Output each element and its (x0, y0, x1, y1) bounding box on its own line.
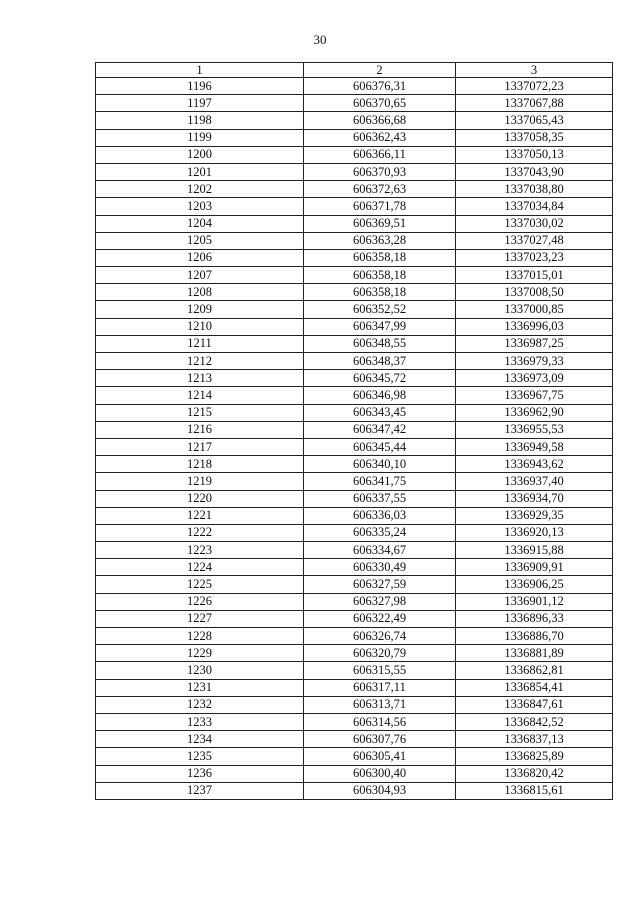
y-coordinate-cell: 1336854,41 (456, 679, 613, 696)
x-coordinate-cell: 606348,37 (304, 353, 456, 370)
x-coordinate-cell: 606352,52 (304, 301, 456, 318)
y-coordinate-cell: 1337072,23 (456, 78, 613, 95)
y-coordinate-cell: 1336973,09 (456, 370, 613, 387)
point-number-cell: 1232 (96, 696, 304, 713)
point-number-cell: 1233 (96, 713, 304, 730)
table-row (96, 576, 613, 593)
table-row (96, 696, 613, 713)
y-coordinate-cell: 1336915,88 (456, 542, 613, 559)
x-coordinate-cell: 606337,55 (304, 490, 456, 507)
table-row (96, 146, 613, 163)
table-row (96, 765, 613, 782)
y-coordinate-cell: 1336847,61 (456, 696, 613, 713)
table-row (96, 232, 613, 249)
point-number-cell: 1228 (96, 628, 304, 645)
point-number-cell: 1204 (96, 215, 304, 232)
point-number-cell: 1216 (96, 421, 304, 438)
y-coordinate-cell: 1336862,81 (456, 662, 613, 679)
x-coordinate-cell: 606326,74 (304, 628, 456, 645)
point-number-cell: 1220 (96, 490, 304, 507)
y-coordinate-cell: 1337008,50 (456, 284, 613, 301)
coordinates-table (95, 62, 613, 800)
x-coordinate-cell: 606313,71 (304, 696, 456, 713)
x-coordinate-cell: 606335,24 (304, 524, 456, 541)
table-row (96, 593, 613, 610)
point-number-cell: 1222 (96, 524, 304, 541)
x-coordinate-cell: 606369,51 (304, 215, 456, 232)
point-number-cell: 1200 (96, 146, 304, 163)
table-row (96, 524, 613, 541)
page-number: 30 (313, 32, 327, 47)
y-coordinate-cell: 1337065,43 (456, 112, 613, 129)
table-row (96, 421, 613, 438)
x-coordinate-cell: 606370,93 (304, 163, 456, 180)
table-row (96, 249, 613, 266)
point-number-cell: 1211 (96, 335, 304, 352)
y-coordinate-cell: 1336967,75 (456, 387, 613, 404)
y-coordinate-cell: 1337030,02 (456, 215, 613, 232)
table-row (96, 748, 613, 765)
point-number-cell: 1210 (96, 318, 304, 335)
table-row (96, 370, 613, 387)
x-coordinate-cell: 606336,03 (304, 507, 456, 524)
table-row (96, 679, 613, 696)
x-coordinate-cell: 606345,44 (304, 438, 456, 455)
table-row (96, 129, 613, 146)
y-coordinate-cell: 1336820,42 (456, 765, 613, 782)
x-coordinate-cell: 606358,18 (304, 284, 456, 301)
x-coordinate-cell: 606320,79 (304, 645, 456, 662)
y-coordinate-cell: 1336934,70 (456, 490, 613, 507)
y-coordinate-cell: 1336949,58 (456, 438, 613, 455)
table-row (96, 284, 613, 301)
column-header-3: 3 (456, 63, 613, 78)
y-coordinate-cell: 1336825,89 (456, 748, 613, 765)
x-coordinate-cell: 606307,76 (304, 731, 456, 748)
column-header-1: 1 (96, 63, 304, 78)
x-coordinate-cell: 606346,98 (304, 387, 456, 404)
x-coordinate-cell: 606305,41 (304, 748, 456, 765)
x-coordinate-cell: 606340,10 (304, 456, 456, 473)
point-number-cell: 1217 (96, 438, 304, 455)
x-coordinate-cell: 606347,99 (304, 318, 456, 335)
x-coordinate-cell: 606345,72 (304, 370, 456, 387)
x-coordinate-cell: 606370,65 (304, 95, 456, 112)
x-coordinate-cell: 606343,45 (304, 404, 456, 421)
y-coordinate-cell: 1336943,62 (456, 456, 613, 473)
table-row (96, 662, 613, 679)
x-coordinate-cell: 606327,59 (304, 576, 456, 593)
y-coordinate-cell: 1337023,23 (456, 249, 613, 266)
table-row (96, 473, 613, 490)
table-row (96, 628, 613, 645)
point-number-cell: 1213 (96, 370, 304, 387)
x-coordinate-cell: 606327,98 (304, 593, 456, 610)
x-coordinate-cell: 606317,11 (304, 679, 456, 696)
point-number-cell: 1205 (96, 232, 304, 249)
y-coordinate-cell: 1337034,84 (456, 198, 613, 215)
x-coordinate-cell: 606371,78 (304, 198, 456, 215)
table-row (96, 198, 613, 215)
table-row (96, 490, 613, 507)
table-row (96, 456, 613, 473)
point-number-cell: 1196 (96, 78, 304, 95)
x-coordinate-cell: 606315,55 (304, 662, 456, 679)
point-number-cell: 1219 (96, 473, 304, 490)
table-row (96, 181, 613, 198)
point-number-cell: 1199 (96, 129, 304, 146)
header-row (96, 63, 613, 78)
point-number-cell: 1237 (96, 782, 304, 799)
y-coordinate-cell: 1336906,25 (456, 576, 613, 593)
table-row (96, 610, 613, 627)
y-coordinate-cell: 1337027,48 (456, 232, 613, 249)
point-number-cell: 1223 (96, 542, 304, 559)
y-coordinate-cell: 1336962,90 (456, 404, 613, 421)
y-coordinate-cell: 1336901,12 (456, 593, 613, 610)
y-coordinate-cell: 1337015,01 (456, 267, 613, 284)
x-coordinate-cell: 606366,68 (304, 112, 456, 129)
x-coordinate-cell: 606366,11 (304, 146, 456, 163)
point-number-cell: 1229 (96, 645, 304, 662)
x-coordinate-cell: 606334,67 (304, 542, 456, 559)
x-coordinate-cell: 606347,42 (304, 421, 456, 438)
table-row (96, 387, 613, 404)
y-coordinate-cell: 1337038,80 (456, 181, 613, 198)
y-coordinate-cell: 1336837,13 (456, 731, 613, 748)
point-number-cell: 1227 (96, 610, 304, 627)
point-number-cell: 1225 (96, 576, 304, 593)
y-coordinate-cell: 1336896,33 (456, 610, 613, 627)
table-row (96, 267, 613, 284)
table-row (96, 713, 613, 730)
y-coordinate-cell: 1336886,70 (456, 628, 613, 645)
table-row (96, 318, 613, 335)
y-coordinate-cell: 1336909,91 (456, 559, 613, 576)
table-row (96, 542, 613, 559)
point-number-cell: 1203 (96, 198, 304, 215)
point-number-cell: 1235 (96, 748, 304, 765)
point-number-cell: 1209 (96, 301, 304, 318)
table-row (96, 301, 613, 318)
point-number-cell: 1230 (96, 662, 304, 679)
y-coordinate-cell: 1336815,61 (456, 782, 613, 799)
point-number-cell: 1224 (96, 559, 304, 576)
y-coordinate-cell: 1336929,35 (456, 507, 613, 524)
table-header (96, 63, 613, 78)
point-number-cell: 1208 (96, 284, 304, 301)
y-coordinate-cell: 1337067,88 (456, 95, 613, 112)
point-number-cell: 1201 (96, 163, 304, 180)
y-coordinate-cell: 1336881,89 (456, 645, 613, 662)
point-number-cell: 1236 (96, 765, 304, 782)
x-coordinate-cell: 606314,56 (304, 713, 456, 730)
y-coordinate-cell: 1336996,03 (456, 318, 613, 335)
point-number-cell: 1231 (96, 679, 304, 696)
table-row (96, 78, 613, 95)
x-coordinate-cell: 606362,43 (304, 129, 456, 146)
x-coordinate-cell: 606363,28 (304, 232, 456, 249)
table-row (96, 507, 613, 524)
x-coordinate-cell: 606358,18 (304, 267, 456, 284)
y-coordinate-cell: 1337043,90 (456, 163, 613, 180)
table-row (96, 112, 613, 129)
table-row (96, 438, 613, 455)
y-coordinate-cell: 1337000,85 (456, 301, 613, 318)
y-coordinate-cell: 1337050,13 (456, 146, 613, 163)
point-number-cell: 1221 (96, 507, 304, 524)
point-number-cell: 1234 (96, 731, 304, 748)
point-number-cell: 1218 (96, 456, 304, 473)
y-coordinate-cell: 1336842,52 (456, 713, 613, 730)
table-row (96, 731, 613, 748)
x-coordinate-cell: 606300,40 (304, 765, 456, 782)
point-number-cell: 1197 (96, 95, 304, 112)
x-coordinate-cell: 606348,55 (304, 335, 456, 352)
y-coordinate-cell: 1336937,40 (456, 473, 613, 490)
point-number-cell: 1214 (96, 387, 304, 404)
point-number-cell: 1226 (96, 593, 304, 610)
y-coordinate-cell: 1336920,13 (456, 524, 613, 541)
point-number-cell: 1198 (96, 112, 304, 129)
point-number-cell: 1202 (96, 181, 304, 198)
table-row (96, 95, 613, 112)
x-coordinate-cell: 606330,49 (304, 559, 456, 576)
point-number-cell: 1212 (96, 353, 304, 370)
x-coordinate-cell: 606376,31 (304, 78, 456, 95)
x-coordinate-cell: 606372,63 (304, 181, 456, 198)
y-coordinate-cell: 1336987,25 (456, 335, 613, 352)
table-row (96, 645, 613, 662)
x-coordinate-cell: 606341,75 (304, 473, 456, 490)
point-number-cell: 1215 (96, 404, 304, 421)
x-coordinate-cell: 606358,18 (304, 249, 456, 266)
table-row (96, 404, 613, 421)
table-row (96, 215, 613, 232)
table-row (96, 782, 613, 799)
table-row (96, 559, 613, 576)
x-coordinate-cell: 606304,93 (304, 782, 456, 799)
y-coordinate-cell: 1336955,53 (456, 421, 613, 438)
point-number-cell: 1206 (96, 249, 304, 266)
y-coordinate-cell: 1336979,33 (456, 353, 613, 370)
x-coordinate-cell: 606322,49 (304, 610, 456, 627)
column-header-2: 2 (304, 63, 456, 78)
table-row (96, 353, 613, 370)
table-row (96, 335, 613, 352)
table-row (96, 163, 613, 180)
y-coordinate-cell: 1337058,35 (456, 129, 613, 146)
point-number-cell: 1207 (96, 267, 304, 284)
table-body (96, 78, 613, 800)
